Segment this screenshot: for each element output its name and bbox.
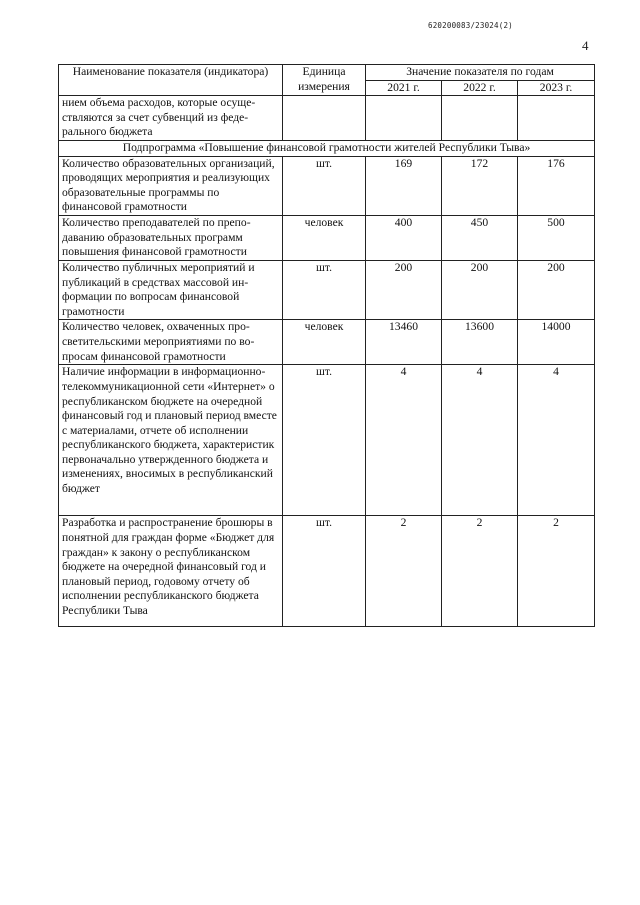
row-value-2022: 200 [442, 260, 518, 319]
row-value-2022: 2 [442, 516, 518, 627]
row-unit: шт. [283, 156, 366, 215]
continuation-row [59, 96, 595, 141]
row-unit [283, 96, 366, 141]
row-value-2021: 400 [366, 215, 442, 260]
page-number: 4 [582, 38, 589, 53]
row-name: Количество преподавателей по преподаванию образовательных программ повышения финансовой грамотности [59, 215, 283, 260]
header-values-group: Значение показателя по годам [366, 65, 595, 81]
row-name: Количество публичных мероприятий и публикаций в средствах массовой информации по вопросам финансовой грамотности [59, 260, 283, 319]
row-name: нием объема расходов, которые осуществляются за счет субвенций из федерального бюджета [59, 96, 283, 141]
row-name: Разработка и распространение брошюры в понятной для граждан форме «Бюджет для граждан» к закону о республиканском бюджете на очередной финансовый год и плановый период, годовому отчету об исполнении республиканского бюджета Республики Тыва [59, 516, 283, 627]
row-value-2021: 13460 [366, 320, 442, 365]
row-unit: шт. [283, 365, 366, 516]
table-row [59, 365, 595, 516]
header-row [59, 65, 595, 81]
row-value-2022: 172 [442, 156, 518, 215]
row-unit: шт. [283, 260, 366, 319]
row-value-2023: 200 [518, 260, 595, 319]
row-name: Количество образовательных организаций, проводящих мероприятия и реализующих образовательные программы по финансовой грамотности [59, 156, 283, 215]
row-value-2023: 14000 [518, 320, 595, 365]
row-name: Количество человек, охваченных просветительскими мероприятиями по вопросам финансовой грамотности [59, 320, 283, 365]
row-value-2021: 4 [366, 365, 442, 516]
row-value-2022: 450 [442, 215, 518, 260]
table-row [59, 260, 595, 319]
row-value-2023 [518, 96, 595, 141]
row-unit: шт. [283, 516, 366, 627]
header-unit: Единица измерения [283, 65, 366, 96]
header-year-2021: 2021 г. [366, 80, 442, 96]
row-value-2022 [442, 96, 518, 141]
indicators-table [58, 64, 595, 627]
row-value-2022: 13600 [442, 320, 518, 365]
header-year-2023: 2023 г. [518, 80, 595, 96]
header-name: Наименование показателя (индикатора) [59, 65, 283, 96]
row-name: Наличие информации в информационно-телекоммуникационной сети «Интернет» о республиканском бюджете на очередной финансовый год и плановый период вместе с материалами, отчете об исполнении республиканского бюджета, характеристик первоначально утвержденного бюджета и изменениях, вносимых в республиканский бюджет [59, 365, 283, 516]
row-value-2023: 176 [518, 156, 595, 215]
table-row [59, 516, 595, 627]
table-row [59, 320, 595, 365]
subprogram-title: Подпрограмма «Повышение финансовой грамотности жителей Республики Тыва» [59, 140, 595, 156]
document-id: 620200083/23024(2) [428, 21, 513, 30]
row-value-2021 [366, 96, 442, 141]
table-row [59, 215, 595, 260]
subprogram-row [59, 140, 595, 156]
row-value-2023: 2 [518, 516, 595, 627]
table-row [59, 156, 595, 215]
row-unit: человек [283, 320, 366, 365]
row-value-2023: 4 [518, 365, 595, 516]
row-value-2021: 169 [366, 156, 442, 215]
row-value-2021: 2 [366, 516, 442, 627]
row-unit: человек [283, 215, 366, 260]
row-value-2022: 4 [442, 365, 518, 516]
header-year-2022: 2022 г. [442, 80, 518, 96]
row-value-2021: 200 [366, 260, 442, 319]
row-value-2023: 500 [518, 215, 595, 260]
